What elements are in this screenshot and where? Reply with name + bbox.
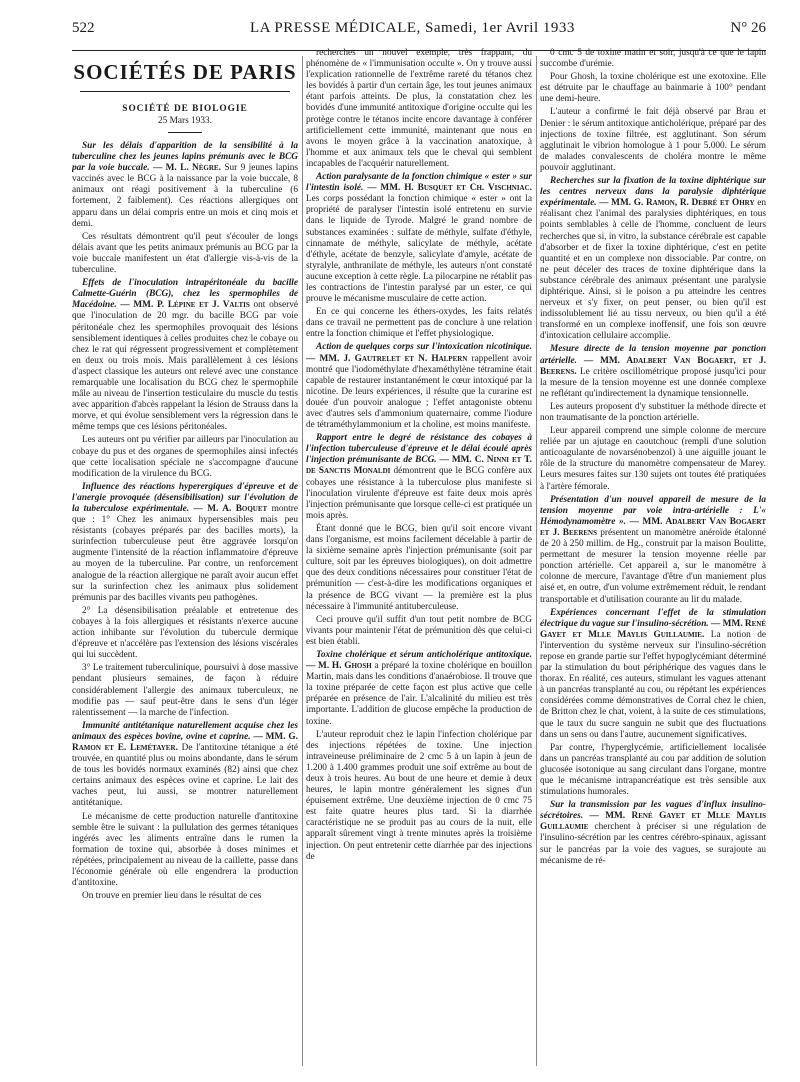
paragraph-heading: Immunité antitétanique naturellement acquise chez les animaux des espèces bovine, ovine et caprine. — [72, 720, 298, 742]
paragraph-heading: Présentation d'un nouvel appareil de mesure de la tension moyenne par voie intra-artérielle : L'« Hémodynamomètre ». — [540, 494, 766, 527]
column-3 — [540, 48, 766, 1078]
paragraph — [540, 48, 766, 70]
paragraph-authors: — MM. G. Ramon, R. Debré et Ohry — [599, 198, 755, 209]
paragraph — [306, 172, 532, 305]
paragraph — [540, 743, 766, 798]
paragraph — [540, 495, 766, 606]
paragraph-text: En ce qui concerne les éthers-oxydes, les faits relatés dans ce travail ne permettent pas de conclure à une relation entre la fonction chimique et l'effet physiologique. — [306, 307, 532, 340]
paragraph-heading: Action de quelques corps sur l'intoxication nicotinique. — [316, 342, 532, 353]
paragraph — [306, 524, 532, 613]
paragraph-authors: — MM. Adalbert Van Bogaert, et J. Beerens. — [540, 355, 766, 377]
paragraph-text: présentent un manomètre anéroïde étalonné de 20 à 250 millim. de Hg., construit par la maison Boulitte, permettant de mesurer la tension moyenne réelle par ponction artérielle. Cet appareil a, sur le manomètre à colonne de mercure, l'avantage d'être d'un maniement plus aisé et, en outre, d'un volume extrêmement réduit, le rendant transportable et d'utilisation courante au lit du malade. — [540, 527, 766, 605]
paragraph — [72, 482, 298, 604]
issue-number: N° 26 — [730, 20, 766, 36]
paragraph-heading: Sur les délais d'apparition de la sensibilité à la tuberculine chez les jeunes lapins prémunis avec le BCG par la voie buccale. — [72, 141, 298, 174]
paragraph — [306, 433, 532, 522]
paragraph-text: Ces résultats démontrent qu'il peut s'écouler de longs délais avant que les petits animaux prémunis au BCG par la voie buccale manifestent un état d'allergie vis-à-vis de la tuberculine. — [72, 231, 298, 276]
paragraph-text: De l'antitoxine tétanique a été trouvée, en quantité plus ou moins abondante, dans le sérum de tous les bovidés normaux examinés (82) ainsi que chez certains animaux des espèces ovine et caprine. Le lait des vaches peut, lui aussi, se montrer naturellement antitétanique. — [72, 742, 298, 809]
paragraph-text: L'auteur reproduit chez le lapin l'infection cholérique par des injections répétées de toxine. Une injection intraveineuse préliminaire de 2 cmc 5 à un lapin à jeun de 1.200 à 1.400 grammes produit une soif extrême au bout de deux à trois heures. Au bout de une heure et demie à deux heures, le lapin montre généralement les signes d'un épuisement extrême. Une deuxième injection de 0 cmc 75 est faite quatre heures plus tard. Si la diarrhée caractéristique ne se produit pas au cours de la nuit, elle apparaît sûrement vingt à trente minutes après la troisième injection. On peut entretenir cette diarrhée par des injections de — [306, 729, 532, 862]
paragraph-text: montre que : 1° Chez les animaux hypersensibles mais peu résistants (cobayes préparés par des bacilles morts), la surinfection tuberculeuse peut être aggravée lorsqu'on augmente l'intensité de la réaction inflammatoire d'épreuve au moyen de la tuberculine. Par contre, un renforcement analogue de la réaction allergique ne paraît avoir aucun effet sur la surinfection chez les animaux plus solidement prémunis par des bacilles vivants peu pathogènes. — [72, 504, 298, 603]
column-1 — [72, 48, 298, 1078]
paragraph-authors: — MM. René Gayet et Mlle Maylis Guillaumie — [540, 811, 766, 833]
page-number: 522 — [72, 20, 95, 36]
paragraph — [540, 402, 766, 424]
paragraph — [540, 426, 766, 493]
paragraph-text: Pour Ghosh, la toxine cholérique est une exotoxine. Elle est détruite par le chauffage au bainmarie à 100° pendant une demi-heure. — [540, 72, 766, 105]
paragraph-heading: Expériences concernant l'effet de la stimulation électrique du vague sur l'insulino-sécrétion. — [540, 607, 766, 629]
paragraph-authors: — MM. C. Ninni et T. de Sanctis Monaldi — [306, 455, 532, 477]
paragraph — [72, 141, 298, 230]
paragraph — [72, 891, 298, 902]
paragraph-text: en réalisant chez l'animal des paralysies diphtériques, en tous points semblables à celle de l'homme, concluent de leurs recherches que si, in vitro, la substance cérébrale est capable d'absorber et de fixer la toxine diphtérique, c'est en petite quantité et en un complexe non dissociable. Par contre, on ne peut déceler des traces de toxine diphtérique dans la substance cérébrale des animaux présentant une paralysie diphtérique. Ainsi, si le poison a pu atteindre les centres nerveux et s'y fixer, on peut penser, ou bien qu'il est indissolublement lié au tissu nerveux, ou bien qu'il a été transformé en un complexe inoffensif, une fois son œuvre d'intoxication cellulaire accomplie. — [540, 198, 766, 342]
paragraph-authors: — M. L. Nègre. — [152, 163, 221, 174]
paragraph-text: Les auteurs proposent d'y substituer la méthode directe et non traumatisante de la ponction artérielle. — [540, 401, 766, 423]
paragraph-text: 0 cmc 5 de toxine matin et soir, jusqu'à ce que le lapin succombe d'urémie. — [540, 48, 766, 70]
short-rule — [168, 132, 202, 133]
paragraph-heading: Toxine cholérique et sérum anticholérique antitoxique. — [316, 649, 532, 660]
paragraph-text: L'auteur a confirmé le fait déjà observé par Brau et Denier : le sérum antitoxique anticholérique, préparé par des injections de toxine filtrée, est agglutinant. Son sérum agglutinait le vibrion homologue à 1 pour 5.000. Le sérum de malades convalescents de choléra montre le même pouvoir agglutinant. — [540, 107, 766, 173]
column-rule — [302, 56, 303, 1066]
paragraph — [540, 176, 766, 342]
paragraph-authors: — MM. Adalbert Van Bogaert et J. Beerens — [540, 516, 766, 538]
paragraph — [306, 307, 532, 340]
paragraph — [540, 608, 766, 741]
paragraph — [72, 663, 298, 718]
paragraph-text: a préparé la toxine cholérique en bouillon Martin, mais dans les conditions d'anaérobiose. Il trouve que la toxine préparée de cette façon est plus active que celle préparée en présence de l'air. L'alcalinité du milieu est très importante. L'addition de glucose empêche la production de toxine. — [306, 661, 532, 727]
session-date: 25 Mars 1933. — [158, 116, 212, 126]
paragraph — [306, 615, 532, 648]
paragraph-text: cherchent à préciser si une régulation de l'insulino-sécrétion par les centres cérébro-spinaux, agissant sur le pancréas par la voie des vagues, se surajoute au mécanisme de ré- — [540, 822, 766, 866]
paragraph-text: Sur 9 jeunes lapins vaccinés avec le BCG à la naissance par la voie buccale, 8 animaux ont réagi positivement à la tuberculine (6 fortement, 2 faiblement). Ces réactions allergiques ont apparu dans un délai compris entre un mois et cinq mois et demi. — [72, 163, 298, 229]
paragraph — [540, 107, 766, 174]
paragraph-authors: — MM. P. Lépine et J. Valtis — [120, 300, 250, 311]
paragraph-authors: — MM. G. Ramon et E. Lemétayer. — [72, 731, 298, 753]
paragraph-text: Les auteurs ont pu vérifier par ailleurs par l'inoculation au cobaye du pus et des organes de spermophiles ainsi infectés que cette localisation spéciale ne s'accompagne d'aucune modification de la virulence du BCG. — [72, 435, 298, 479]
paragraph-text: démontrent que le BCG confère aux cobayes une résistance à la tuberculose plus manifeste si l'inoculation virulente d'épreuve est faite deux mois après l'injection prémunisante que lorsque celle-ci est pratiquée un mois après. — [306, 466, 532, 521]
article-columns — [72, 48, 772, 1078]
paragraph — [306, 48, 532, 170]
paragraph-text: Ceci prouve qu'il suffit d'un tout petit nombre de BCG vivants pour maintenir l'état de prémunition dès que celui-ci est bien établi. — [306, 614, 532, 647]
paragraph-heading: Action paralysante de la fonction chimique « ester » sur l'intestin isolé. — [306, 172, 532, 194]
paragraph-heading: Influence des réactions hyperergiques d'épreuve et de l'anergie provoquée (désensibilisation) sur l'évolution de la tuberculose expérimentale. — [72, 481, 298, 514]
paragraph — [72, 721, 298, 810]
paragraph — [72, 812, 298, 890]
paragraph-heading: Sur la transmission par les vagues d'influx insulino-sécrétoires. — [540, 800, 766, 822]
paragraph-authors: — MM. René Gayet et Mlle Maylis Guillaumie. — [540, 618, 766, 640]
paragraph-text: rappellent avoir montré que l'iodométhylate d'hexaméthylène tétramine était capable de restaurer instantanément le cœur intoxiqué par la nicotine. De leurs expériences, il résulte que la curarine est douée d'un pouvoir analogue ; l'effet antagoniste obtenu avec d'autres sels d'ammonium quaternaire, comme l'iodure de tétraméthylammonium et la choline, est moins manifeste. — [306, 353, 532, 431]
paragraph — [306, 730, 532, 863]
paragraph-authors: — M. H. Ghosh — [306, 661, 372, 672]
paragraph-text: Le mécanisme de cette production naturelle d'antitoxine semble être le suivant : la pullulation des germes tétaniques ingérés avec les aliments entraîne dans le rumen la formation de toxine qui, absorbée à doses minimes et répétées, principalement au niveau de la caillette, passe dans l'économie générale où elle engendrera la production d'antitoxine. — [72, 811, 298, 889]
paragraph — [540, 344, 766, 399]
paragraph — [72, 435, 298, 479]
paragraph-text: Étant donné que le BCG, bien qu'il soit encore vivant dans l'organisme, est moins facilement décelable à partir de la sixième semaine après l'injection prémunisante (soit par culture, soit par les épreuves biologiques), on doit admettre que des deux conditions nécessaires pour constituer l'état de prémunition — c'est-à-dire les modifications organiques et la présence de BCG vivant — la première est la plus nécessaire à l'immunité antituberculeuse. — [306, 523, 532, 612]
section-banner: SOCIÉTÉS DE PARIS — [73, 60, 297, 84]
paragraph-text: 3° Le traitement tuberculinique, poursuivi à dose massive pendant plusieurs semaines, de façon à réduire considérablement l'allergie des animaux tuberculeux, ne modifie pas — sauf peut-être dans le sens d'un léger ralentissement — la marche de l'infection. — [72, 663, 298, 718]
paragraph-text: On trouve en premier lieu dans le résultat de ces — [82, 891, 262, 902]
paragraph — [72, 278, 298, 433]
banner-rule — [80, 91, 290, 92]
paragraph-authors: — MM. J. Gautrelet et N. Halpern — [306, 353, 468, 364]
column-rule — [536, 56, 537, 1066]
page-header — [72, 20, 766, 51]
paragraph — [72, 232, 298, 276]
session-title: SOCIÉTÉ DE BIOLOGIE — [122, 104, 248, 114]
paragraph-text: La notion de l'intervention du système nerveux sur l'insulino-sécrétion repose en grande partie sur l'effet hypoglycémiant déterminé par la stimulation du bout périphérique des vagues dans le thorax. En réalité, ces auteurs, stimulant les vagues attenant à un pancréas transplanté au cou, ou répétant les expériences considérées comme démonstratives de Corral chez le chien, de Britton chez le chat, voient, à la suite de ces stimulations, que le taux du sucre sanguin ne subit que des fluctuations dans un sens ou dans l'autre, aucunement significatives. — [540, 629, 766, 740]
paragraph-text: recherches un nouvel exemple, très frappant, du phénomène de « l'immunisation occulte ». On y trouve aussi l'explication rationnelle de l'extrême rareté du tétanos chez les bovidés à partir d'un certain âge, les tout jeunes animaux étant parfois atteints. De plus, la constatation chez les bovidés d'une immunité antitoxique d'origine occulte qui les protège contre le tétanos incite encore davantage à conférer artificiellement cette immunité, maintenant que nous en avons le moyen grâce à la vaccination anatoxique, à l'homme et aux animaux tels que le cheval qui semblent incapables de l'acquérir naturellement. — [306, 48, 532, 169]
paragraph-heading: Rapport entre le degré de résistance des cobayes à l'infection tuberculeuse d'épreuve et le délai écoulé après l'injection prémunisante de BCG. — [306, 433, 532, 466]
paragraph-authors: — MM. H. Busquet et Ch. Vischniac. — [367, 183, 532, 194]
journal-title: LA PRESSE MÉDICALE, Samedi, 1er Avril 1933 — [250, 20, 575, 36]
paragraph-text: Leur appareil comprend une simple colonne de mercure reliée par un ajutage en caoutchouc (rempli d'une solution anticoagulante de novarsénobenzol) à une aiguille jouant le rôle de la structure du manomètre compensateur de Marey. Leurs mesures faites sur 130 sujets ont toutes été pratiquées à l'artère fémorale. — [540, 426, 766, 492]
paragraph-text: ont observé que l'inoculation de 20 mgr. du bacille BCG par voie péritonéale chez les spermophiles provoquait des lésions sensiblement identiques à celles produites chez le cobaye ou chez le rat qui régressent progressivement et complètement en deux ou trois mois. Mais parallèlement à ces lésions d'aspect classique les auteurs ont relevé avec une constance remarquable une localisation du BCG chez le spermophile mâle au niveau de l'insertion testiculaire du muscle du testis avec apparition d'abcès rappelant la lésion de Strauss dans la morve, et qui évolue sensiblement vers la régression dans le même temps que ces lésions péritonéales. — [72, 300, 298, 433]
paragraph — [72, 606, 298, 661]
paragraph-text: Le critère oscillométrique proposé jusqu'ici pour la mesure de la tension moyenne est une donnée complexe ne reflétant qu'indirectement la dynamique tensionnelle. — [540, 366, 766, 399]
paragraph — [306, 342, 532, 431]
paragraph-text: 2° La désensibilisation préalable et entretenue des cobayes à la fois allergiques et résistants n'exerce aucune action inhibante sur l'évolution du tubercule dermique d'épreuve et n'accélère pas l'extension des lésions viscérales qui lui succèdent. — [72, 605, 298, 661]
paragraph-text: Par contre, l'hyperglycémie, artificiellement localisée dans un pancréas transplanté au cou par addition de solution glucosée isotonique au sang circulant dans l'organe, montre que le mécanisme intrapancréatique est très sensible aux stimulations humorales. — [540, 742, 766, 798]
paragraph-text: Les corps possédant la fonction chimique « ester » ont la propriété de paralyser l'intestin isolé entretenu en survie dans le liquide de Tyrode. Malgré le grand nombre de substances examinées : sulfate de méthyle, sulfate d'éthyle, cinnamate de méthyle, salicylate de méthyle, acétate d'éthyle, acétate de benzyle, salicylate d'amyle, acétate de styralyle, anthranilate de méthyle, les auteurs n'ont constaté aucune exception à cette règle. La pilocarpine ne rétablit pas les contractions de l'intestin paralysé par un ester, ce qui prouve le mécanisme musculaire de cette action. — [306, 194, 532, 305]
paragraph — [306, 650, 532, 728]
paragraph-heading: Recherches sur la fixation de la toxine diphtérique sur les centres nerveux dans la paralysie diphtérique expérimentale. — [540, 176, 766, 209]
column-2 — [306, 48, 532, 1078]
paragraph-heading: Effets de l'inoculation intrapéritonéale du bacille Calmette-Guérin (BCG), chez les spermophiles de Macédoine. — [72, 278, 298, 311]
paragraph — [540, 72, 766, 105]
paragraph — [540, 800, 766, 867]
paragraph-heading: Mesure directe de la tension moyenne par ponction artérielle. — [540, 344, 766, 366]
paragraph-authors: — M. A. Boquet — [193, 504, 268, 514]
